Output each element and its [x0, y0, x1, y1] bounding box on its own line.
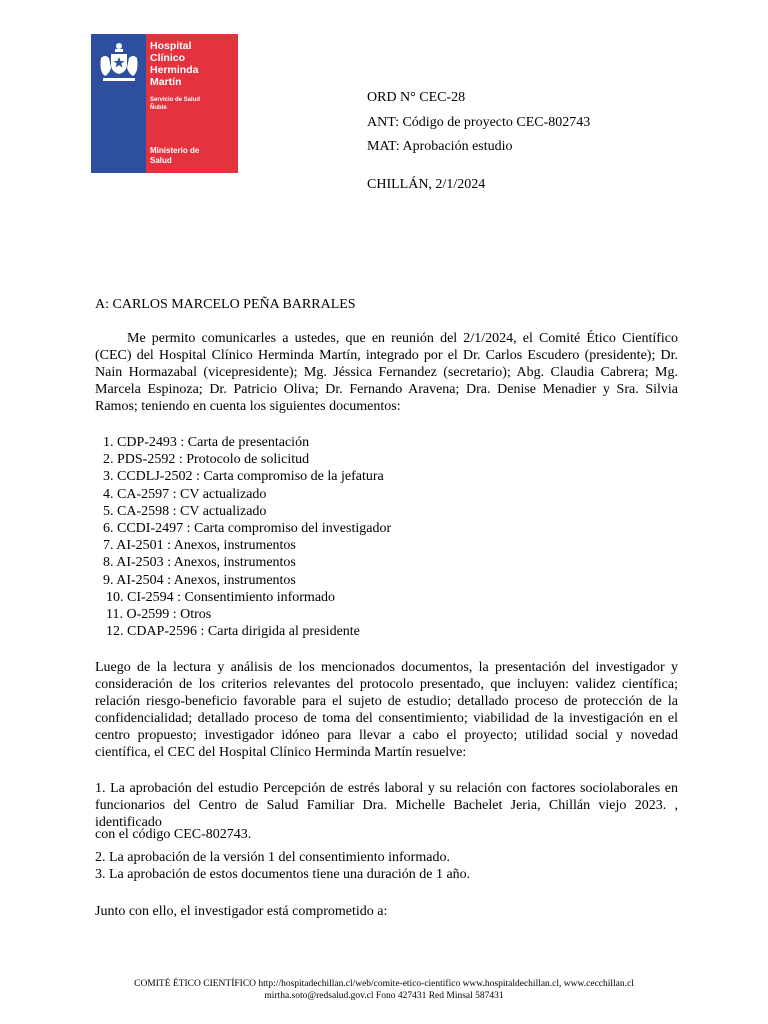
logo-service-line: Servicio de Salud [150, 97, 201, 103]
hospital-logo [91, 34, 238, 173]
chile-coat-of-arms-icon [95, 40, 143, 84]
logo-blue-panel [91, 34, 146, 173]
list-item: 8. AI-2503 : Anexos, instrumentos [103, 555, 296, 571]
recipient: A: CARLOS MARCELO PEÑA BARRALES [95, 297, 356, 312]
logo-hospital-name [150, 40, 198, 88]
date-line: CHILLÁN, 2/1/2024 [367, 177, 486, 192]
list-item: 1. CDP-2493 : Carta de presentación [103, 435, 310, 450]
resolution-1: 1. La aprobación del estudio Percepción de estrés laboral y su relación con factores sociolaborales en funcionarios del Centro de Salud Familiar Dra. Michelle Bachelet Jeria, Chillán viejo 2023. , identificado [95, 781, 678, 830]
list-item: 12. CDAP-2596 : Carta dirigida al presidente [106, 624, 360, 640]
logo-ministry [150, 146, 199, 166]
documents-list [95, 434, 391, 640]
logo-ministry-line: Ministerio de [150, 146, 200, 155]
analysis-paragraph: Luego de la lectura y análisis de los mencionados documentos, la presentación del investigador y consideración de los criterios relevantes del protocolo presentado, que incluyen: validez científica; relación riesgo-beneficio favorable para el sujeto de estudio; detallado proceso de protección de la confidencialidad; detallado proceso de toma del consentimiento; viabilidad de la investigación en el centro propuesto; investigador idóneo para llevar a cabo el proyecto; utilidad social y novedad científica, el CEC del Hospital Clínico Herminda Martín resuelve: [95, 660, 678, 760]
logo-line: Martín [150, 76, 182, 88]
resolution-3: 3. La aprobación de estos documentos tiene una duración de 1 año. [95, 867, 471, 882]
list-item: 6. CCDI-2497 : Carta compromiso del investigador [103, 521, 392, 537]
resolution-1-code: con el código CEC-802743. [95, 827, 252, 842]
list-item: 9. AI-2504 : Anexos, instrumentos [103, 572, 296, 588]
list-item: 10. CI-2594 : Consentimiento informado [106, 589, 336, 605]
closing-line: Junto con ello, el investigador está comprometido a: [95, 904, 388, 919]
logo-ministry-line: Salud [150, 156, 172, 165]
logo-line: Herminda [150, 64, 199, 76]
logo-service-line: Ñuble [150, 105, 167, 111]
list-item: 3. CCDLJ-2502 : Carta compromiso de la jefatura [103, 469, 384, 485]
list-item: 2. PDS-2592 : Protocolo de solicitud [103, 452, 310, 468]
list-item: 5. CA-2598 : CV actualizado [103, 503, 267, 519]
list-item: 7. AI-2501 : Anexos, instrumentos [103, 538, 296, 554]
footer-line-2: mirtha.soto@redsalud.gov.cl Fono 427431 Red Minsal 587431 [264, 991, 504, 1001]
resolution-2: 2. La aprobación de la versión 1 del consentimiento informado. [95, 850, 450, 865]
logo-red-panel [146, 34, 238, 173]
logo-service [150, 96, 200, 112]
mat-subject: MAT: Aprobación estudio [367, 139, 513, 154]
logo-line: Clínico [150, 52, 186, 64]
intro-paragraph: Me permito comunicarles a ustedes, que en reunión del 2/1/2024, el Comité Ético Científico (CEC) del Hospital Clínico Herminda Martín, integrado por el Dr. Carlos Escudero (presidente); Dr. Nain Hormazabal (vicepresidente); Mg. Jéssica Fernandez (secretario); Abg. Claudia Cabrera; Mg. Marcela Espinoza; Dr. Patricio Oliva; Dr. Fernando Aravena; Dra. Denise Menadier y Sra. Silvia Ramos; teniendo en cuenta los siguientes documentos: [95, 331, 678, 414]
ant-reference: ANT: Código de proyecto CEC-802743 [367, 115, 591, 130]
logo-line: Hospital [150, 40, 192, 52]
footer [60, 978, 708, 1002]
footer-line-1: COMITÉ ÉTICO CIENTÍFICO http://hospitadechillan.cl/web/comite-etico-cientifico www.hospitaldechillan.cl, www.cecchillan.cl [134, 979, 634, 989]
list-item: 11. O-2599 : Otros [106, 607, 212, 623]
ord-number: ORD N° CEC-28 [367, 90, 466, 105]
list-item: 4. CA-2597 : CV actualizado [103, 486, 267, 502]
